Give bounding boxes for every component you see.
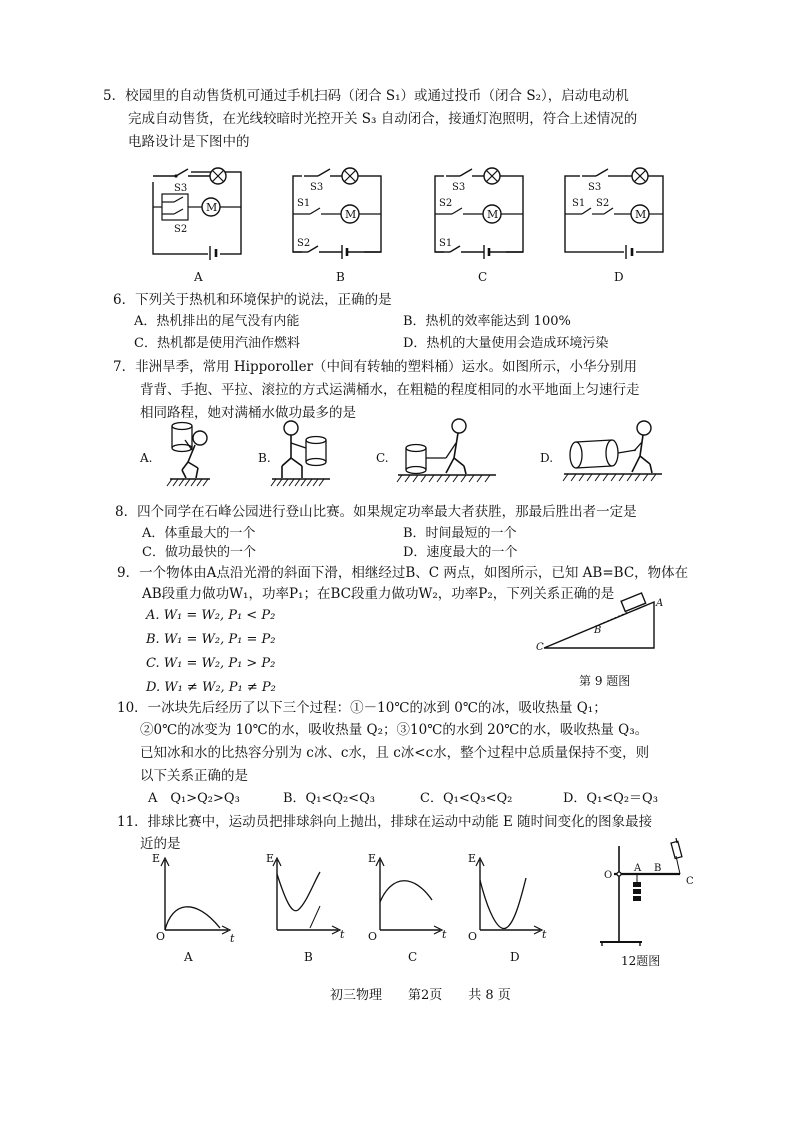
q12-point-b: B bbox=[654, 863, 662, 874]
q9-option-c: C. W₁ = W₂, P₁ > P₂ bbox=[146, 656, 276, 671]
q7-line2: 背背、手抱、平拉、滚拉的方式运满桶水，在粗糙的程度相同的水平地面上匀速行走 bbox=[140, 382, 640, 398]
graph-a-o: O bbox=[156, 930, 166, 943]
circuit-d bbox=[560, 160, 670, 260]
q6-option-c: C．热机都是使用汽油作燃料 bbox=[134, 336, 300, 351]
q10-option-d: D．Q₁<Q₂＝Q₃ bbox=[563, 791, 658, 806]
q8-stem: 8．四个同学在石峰公园进行登山比赛。如果规定功率最大者获胜，那最后胜出者一定是 bbox=[115, 504, 637, 520]
q10-line4: 以下关系正确的是 bbox=[140, 768, 248, 784]
q10-line2: ②0℃的冰变为 10℃的水，吸收热量 Q₂；③10℃的水到 20℃的水，吸收热量 Q₃。 bbox=[140, 722, 649, 738]
q6-option-d: D．热机的大量使用会造成环境污染 bbox=[403, 336, 609, 351]
q10-option-c: C．Q₁<Q₃<Q₂ bbox=[420, 791, 513, 806]
graph-d-o: O bbox=[468, 930, 478, 943]
circuit-b-label: B bbox=[336, 270, 345, 284]
q10-option-b: B．Q₁<Q₂<Q₃ bbox=[283, 791, 375, 806]
q9-option-a: A. W₁ = W₂, P₁ < P₂ bbox=[146, 608, 276, 623]
q12-lever-figure bbox=[592, 838, 702, 948]
circuit-a-label: A bbox=[194, 270, 203, 284]
b-s1-label: S1 bbox=[297, 198, 311, 209]
q7-figure-b bbox=[258, 418, 353, 490]
q6-option-b: B．热机的效率能达到 100% bbox=[403, 314, 571, 329]
b-s2-label: S2 bbox=[297, 238, 311, 249]
a-s3-label: S3 bbox=[174, 183, 188, 194]
q8-option-a: A．体重最大的一个 bbox=[142, 526, 256, 541]
circuit-c-label: C bbox=[478, 270, 488, 284]
graph-a-label: A bbox=[184, 950, 193, 964]
q9-line1: 9．一个物体由A点沿光滑的斜面下滑，相继经过B、C 两点，如图所示，已知 AB=BC，物体在 bbox=[117, 565, 689, 581]
circuit-b bbox=[288, 160, 388, 260]
d-s3-label: S3 bbox=[588, 182, 602, 193]
q9-point-c: C bbox=[536, 642, 544, 653]
a-motor: M bbox=[206, 201, 218, 214]
q7-label-d: D. bbox=[540, 451, 554, 465]
q7-figure-a bbox=[140, 418, 235, 490]
q12-point-a: A bbox=[634, 863, 642, 874]
q12-point-o: O bbox=[604, 870, 613, 881]
graph-c-t: t bbox=[442, 928, 447, 941]
graph-c-e: E bbox=[368, 852, 377, 865]
q7-label-b: B. bbox=[258, 451, 271, 465]
d-s1-label: S1 bbox=[572, 198, 586, 209]
q8-option-c: C．做功最快的一个 bbox=[142, 545, 256, 560]
b-motor: M bbox=[345, 208, 357, 221]
q12-point-c: C bbox=[686, 876, 694, 887]
c-s3-label: S3 bbox=[452, 182, 466, 193]
graph-b-t: t bbox=[340, 928, 345, 941]
c-motor: M bbox=[487, 208, 499, 221]
graph-d-e: E bbox=[468, 852, 477, 865]
d-s2-label: S2 bbox=[596, 198, 610, 209]
graph-d-t: t bbox=[542, 928, 547, 941]
q7-label-a: A. bbox=[140, 451, 153, 465]
graph-d-label: D bbox=[510, 950, 520, 964]
circuit-c bbox=[430, 160, 530, 260]
q5-line2: 完成自动售货，在光线较暗时光控开关 S₃ 自动闭合，接通灯泡照明，符合上述情况的 bbox=[128, 111, 638, 127]
q6-stem: 6．下列关于热机和环境保护的说法，正确的是 bbox=[113, 292, 392, 308]
graph-a-t: t bbox=[230, 932, 235, 945]
a-s2-label: S2 bbox=[174, 224, 188, 235]
q11-graph-b bbox=[262, 852, 357, 942]
q8-option-d: D．速度最大的一个 bbox=[403, 545, 518, 560]
page-footer: 初三物理 第2页 共 8 页 bbox=[330, 988, 511, 1003]
q10-line1: 10．一冰块先后经历了以下三个过程：①－10℃的冰到 0℃的冰，吸收热量 Q₁； bbox=[117, 700, 607, 716]
c-s2-label: S2 bbox=[439, 198, 453, 209]
q8-option-b: B．时间最短的一个 bbox=[403, 526, 517, 541]
graph-a-e: E bbox=[152, 852, 161, 865]
q11-graph-a bbox=[150, 852, 245, 945]
q11-graph-d bbox=[462, 852, 557, 942]
q7-line3: 相同路程，她对满桶水做功最多的是 bbox=[140, 405, 356, 421]
graph-b-label: B bbox=[304, 950, 313, 964]
graph-b-e: E bbox=[266, 852, 275, 865]
q11-line2: 近的是 bbox=[140, 836, 181, 852]
q11-line1: 11．排球比赛中，运动员把排球斜向上抛出，排球在运动中动能 E 随时间变化的图象最接 bbox=[117, 814, 653, 830]
b-s3-label: S3 bbox=[310, 182, 324, 193]
q11-graph-c bbox=[362, 852, 457, 942]
q9-caption: 第 9 题图 bbox=[579, 674, 631, 688]
graph-c-label: C bbox=[408, 950, 418, 964]
q10-option-a: A Q₁>Q₂>Q₃ bbox=[148, 791, 240, 806]
q9-line2: AB段重力做功W₁，功率P₁；在BC段重力做功W₂，功率P₂，下列关系正确的是 bbox=[142, 586, 615, 602]
q7-line1: 7．非洲旱季，常用 Hipporoller（中间有转轴的塑料桶）运水。如图所示，小华分别用 bbox=[113, 359, 638, 375]
c-s1-label: S1 bbox=[439, 238, 453, 249]
q10-line3: 已知冰和水的比热容分别为 c冰、c水，且 c冰<c水，整个过程中总质量保持不变，则 bbox=[140, 745, 650, 761]
q5-line1: 5．校园里的自动售货机可通过手机扫码（闭合 S₁）或通过投币（闭合 S₂），启动电动机 bbox=[103, 88, 629, 104]
graph-c-o: O bbox=[368, 930, 378, 943]
q9-incline-figure bbox=[536, 592, 666, 654]
q9-option-d: D. W₁ ≠ W₂, P₁ ≠ P₂ bbox=[146, 680, 276, 695]
q9-option-b: B. W₁ = W₂, P₁ = P₂ bbox=[146, 632, 276, 647]
q9-point-b: B bbox=[594, 625, 602, 636]
q9-point-a: A bbox=[656, 598, 664, 609]
circuit-a bbox=[148, 160, 248, 260]
q6-option-a: A．热机排出的尾气没有内能 bbox=[134, 314, 300, 329]
q5-line3: 电路设计是下图中的 bbox=[128, 134, 250, 150]
q7-figure-c bbox=[376, 418, 501, 498]
q12-caption: 12题图 bbox=[621, 954, 661, 968]
q7-figure-d bbox=[540, 418, 665, 492]
d-motor: M bbox=[635, 208, 647, 221]
circuit-d-label: D bbox=[614, 270, 624, 284]
q7-label-c: C. bbox=[376, 451, 389, 465]
